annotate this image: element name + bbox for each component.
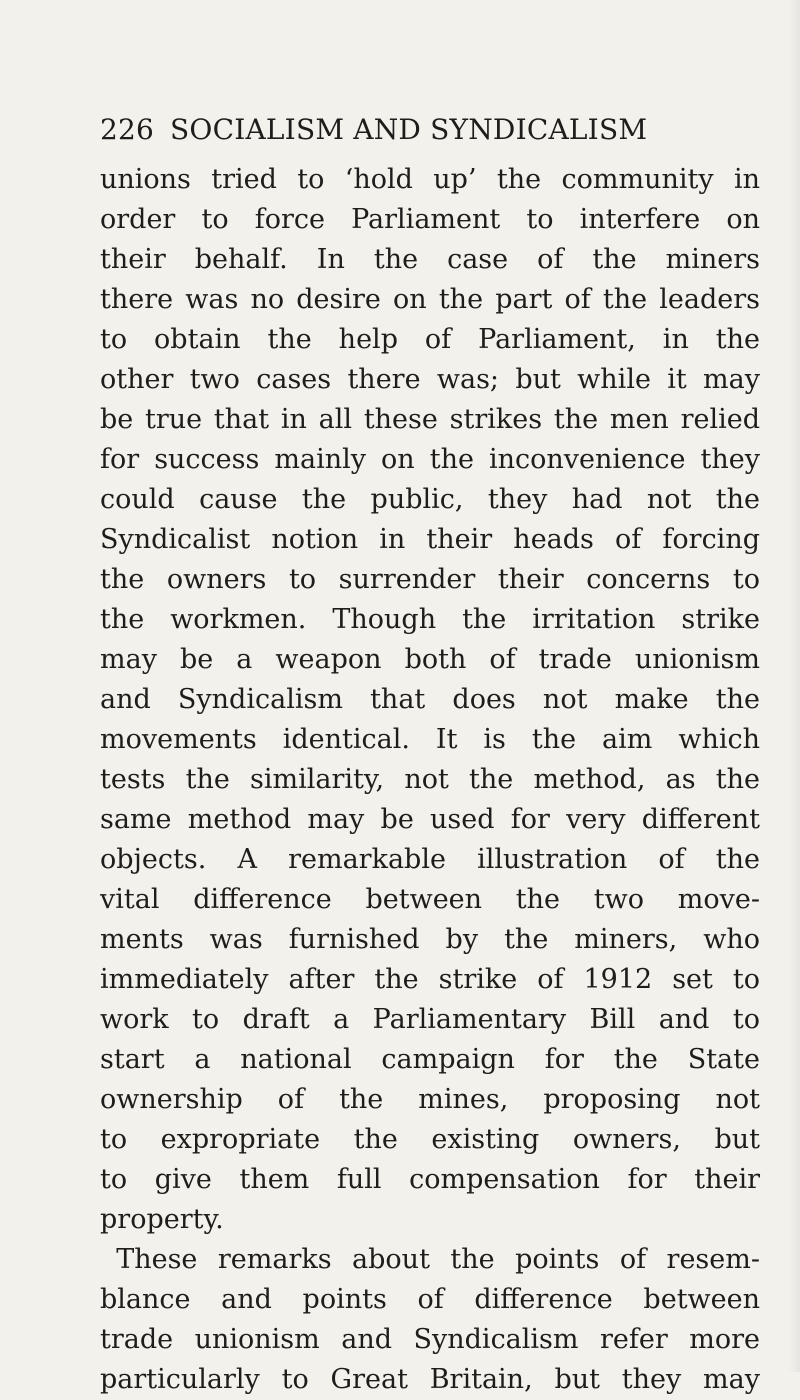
paragraph-2	[100, 1240, 760, 1400]
text-line: their behalf. In the case of the miners	[100, 244, 760, 275]
text-line: ownership of the mines, proposing not	[100, 1084, 760, 1115]
text-line: to expropriate the existing owners, but	[100, 1124, 760, 1155]
text-line: the workmen. Though the irritation strike	[100, 604, 760, 635]
text-line: to obtain the help of Parliament, in the	[100, 324, 760, 355]
text-line: These remarks about the points of resem-	[116, 1244, 760, 1275]
text-line: may be a weapon both of trade unionism	[100, 644, 760, 675]
text-line: order to force Parliament to interfere on	[100, 204, 760, 235]
text-line: there was no desire on the part of the leaders	[100, 284, 760, 315]
text-line: unions tried to ‘hold up’ the community in	[100, 164, 760, 195]
text-line: for success mainly on the inconvenience they	[100, 444, 760, 475]
text-line: blance and points of difference between	[100, 1284, 760, 1315]
text-line: particularly to Great Britain, but they may	[100, 1364, 760, 1395]
text-line: work to draft a Parliamentary Bill and to	[100, 1004, 760, 1035]
page-edge-shadow	[788, 0, 800, 1372]
text-line: ments was furnished by the miners, who	[100, 924, 760, 955]
text-line: Syndicalist notion in their heads of forcing	[100, 524, 760, 555]
text-line: the owners to surrender their concerns to	[100, 564, 760, 595]
text-line: start a national campaign for the State	[100, 1044, 760, 1075]
text-line: to give them full compensation for their	[100, 1164, 760, 1195]
text-line: immediately after the strike of 1912 set to	[100, 964, 760, 995]
running-title: SOCIALISM AND SYNDICALISM	[170, 113, 648, 146]
page-number: 226	[100, 113, 155, 146]
text-line: and Syndicalism that does not make the	[100, 684, 760, 715]
text-line: vital difference between the two move-	[100, 884, 760, 915]
text-line: movements identical. It is the aim which	[100, 724, 760, 755]
text-line: could cause the public, they had not the	[100, 484, 760, 515]
text-line: tests the similarity, not the method, as the	[100, 764, 760, 795]
running-header	[100, 100, 760, 160]
body-text	[100, 160, 760, 1400]
text-line: property.	[100, 1204, 224, 1235]
text-line: other two cases there was; but while it may	[100, 364, 760, 395]
text-line: objects. A remarkable illustration of the	[100, 844, 760, 875]
paragraph-1	[100, 160, 760, 1240]
text-line: same method may be used for very different	[100, 804, 760, 835]
text-line: trade unionism and Syndicalism refer more	[100, 1324, 760, 1355]
text-line: be true that in all these strikes the men relied	[100, 404, 760, 435]
